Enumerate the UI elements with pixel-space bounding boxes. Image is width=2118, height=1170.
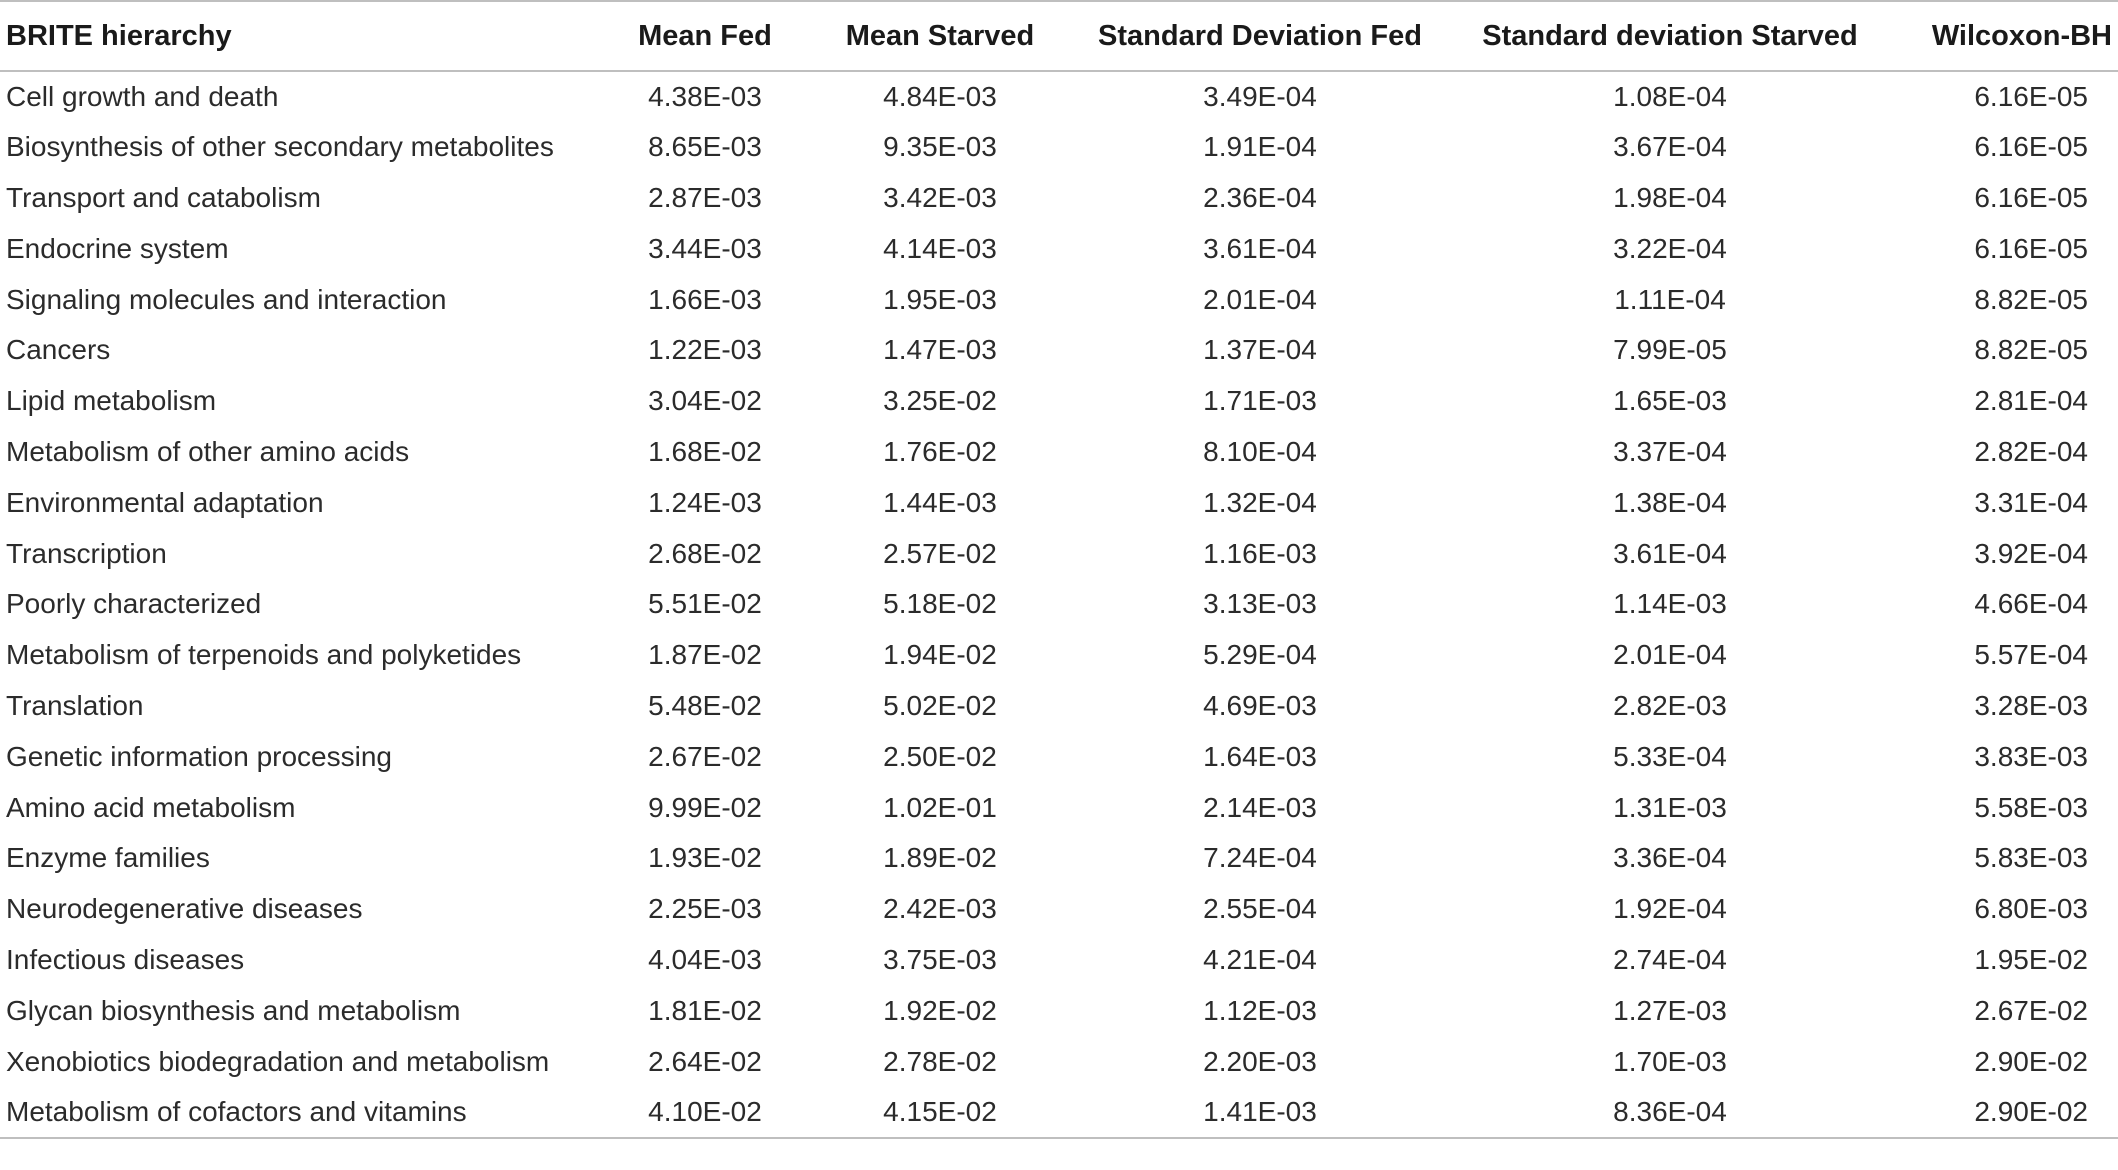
cell-sd-starved: 2.74E-04 xyxy=(1613,943,1727,975)
cell-category: Environmental adaptation xyxy=(6,486,324,518)
cell-sd-starved: 1.38E-04 xyxy=(1613,486,1727,518)
cell-sd-starved: 7.99E-05 xyxy=(1613,334,1727,366)
cell-category: Transcription xyxy=(6,537,167,569)
header-mean-fed: Mean Fed xyxy=(590,1,820,71)
cell-mean-fed: 2.68E-02 xyxy=(648,537,762,569)
cell-mean-fed: 2.67E-02 xyxy=(648,740,762,772)
cell-sd-starved: 2.82E-03 xyxy=(1613,689,1727,721)
cell-mean-starved: 5.18E-02 xyxy=(883,588,997,620)
table-row xyxy=(0,376,2118,427)
cell-category: Cancers xyxy=(6,334,111,366)
cell-mean-fed: 2.64E-02 xyxy=(648,1045,762,1077)
cell-wilcoxon-bh: 5.83E-03 xyxy=(1974,842,2088,874)
cell-mean-starved: 2.78E-02 xyxy=(883,1045,997,1077)
cell-mean-starved: 9.35E-03 xyxy=(883,131,997,163)
cell-mean-fed: 1.81E-02 xyxy=(648,994,762,1026)
cell-sd-fed: 8.10E-04 xyxy=(1203,435,1317,467)
table-header-row xyxy=(0,1,2118,71)
table-row xyxy=(0,630,2118,681)
cell-category: Translation xyxy=(6,689,144,721)
cell-mean-fed: 4.04E-03 xyxy=(648,943,762,975)
cell-mean-fed: 9.99E-02 xyxy=(648,791,762,823)
cell-category: Lipid metabolism xyxy=(6,385,217,417)
cell-wilcoxon-bh: 6.80E-03 xyxy=(1974,893,2088,925)
cell-mean-starved: 1.89E-02 xyxy=(883,842,997,874)
cell-sd-fed: 1.16E-03 xyxy=(1203,537,1317,569)
cell-sd-fed: 2.36E-04 xyxy=(1203,181,1317,213)
cell-sd-starved: 1.14E-03 xyxy=(1613,588,1727,620)
cell-sd-starved: 1.11E-04 xyxy=(1614,283,1726,315)
cell-sd-starved: 5.33E-04 xyxy=(1613,740,1727,772)
cell-wilcoxon-bh: 2.90E-02 xyxy=(1974,1045,2088,1077)
cell-mean-starved: 4.84E-03 xyxy=(883,80,997,112)
cell-sd-fed: 1.64E-03 xyxy=(1203,740,1317,772)
cell-sd-fed: 1.37E-04 xyxy=(1203,334,1317,366)
cell-mean-fed: 3.04E-02 xyxy=(648,385,762,417)
table-row xyxy=(0,427,2118,478)
table-row xyxy=(0,122,2118,173)
cell-mean-starved: 1.47E-03 xyxy=(883,334,997,366)
cell-wilcoxon-bh: 4.66E-04 xyxy=(1974,588,2088,620)
cell-mean-fed: 1.68E-02 xyxy=(648,435,762,467)
table-row xyxy=(0,477,2118,528)
cell-mean-starved: 1.02E-01 xyxy=(883,791,997,823)
cell-sd-starved: 1.70E-03 xyxy=(1613,1045,1727,1077)
cell-sd-fed: 4.21E-04 xyxy=(1203,943,1317,975)
cell-sd-starved: 1.08E-04 xyxy=(1613,80,1727,112)
cell-wilcoxon-bh: 3.92E-04 xyxy=(1974,537,2088,569)
cell-mean-fed: 1.66E-03 xyxy=(648,283,762,315)
cell-mean-fed: 1.87E-02 xyxy=(648,639,762,671)
table-row xyxy=(0,985,2118,1036)
cell-sd-fed: 1.32E-04 xyxy=(1203,486,1317,518)
cell-sd-fed: 2.55E-04 xyxy=(1203,893,1317,925)
cell-sd-fed: 2.14E-03 xyxy=(1203,791,1317,823)
cell-sd-fed: 3.61E-04 xyxy=(1203,232,1317,264)
cell-sd-fed: 5.29E-04 xyxy=(1203,639,1317,671)
cell-sd-fed: 2.20E-03 xyxy=(1203,1045,1317,1077)
cell-sd-starved: 3.61E-04 xyxy=(1613,537,1727,569)
cell-category: Cell growth and death xyxy=(6,80,279,112)
cell-sd-fed: 4.69E-03 xyxy=(1203,689,1317,721)
cell-category: Biosynthesis of other secondary metabolites xyxy=(6,131,554,163)
cell-mean-starved: 4.14E-03 xyxy=(883,232,997,264)
cell-mean-starved: 3.42E-03 xyxy=(883,181,997,213)
cell-sd-starved: 1.65E-03 xyxy=(1613,385,1727,417)
cell-wilcoxon-bh: 2.67E-02 xyxy=(1974,994,2088,1026)
cell-mean-fed: 2.25E-03 xyxy=(648,893,762,925)
cell-mean-fed: 8.65E-03 xyxy=(648,131,762,163)
cell-sd-starved: 3.22E-04 xyxy=(1613,232,1727,264)
cell-wilcoxon-bh: 5.58E-03 xyxy=(1974,791,2088,823)
cell-sd-starved: 2.01E-04 xyxy=(1613,639,1727,671)
cell-category: Metabolism of other amino acids xyxy=(6,435,410,467)
cell-wilcoxon-bh: 6.16E-05 xyxy=(1974,131,2088,163)
cell-wilcoxon-bh: 6.16E-05 xyxy=(1974,232,2088,264)
table-row xyxy=(0,1036,2118,1087)
cell-sd-starved: 3.37E-04 xyxy=(1613,435,1727,467)
table-row xyxy=(0,173,2118,224)
cell-category: Amino acid metabolism xyxy=(6,791,296,823)
table-row xyxy=(0,935,2118,986)
cell-wilcoxon-bh: 6.16E-05 xyxy=(1974,80,2088,112)
cell-wilcoxon-bh: 6.16E-05 xyxy=(1974,181,2088,213)
cell-wilcoxon-bh: 3.28E-03 xyxy=(1974,689,2088,721)
cell-mean-fed: 3.44E-03 xyxy=(648,232,762,264)
cell-wilcoxon-bh: 8.82E-05 xyxy=(1974,334,2088,366)
table-row xyxy=(0,1087,2118,1138)
cell-category: Signaling molecules and interaction xyxy=(6,283,447,315)
cell-mean-starved: 1.44E-03 xyxy=(883,486,997,518)
cell-wilcoxon-bh: 2.81E-04 xyxy=(1974,385,2088,417)
table-row xyxy=(0,274,2118,325)
table-row xyxy=(0,833,2118,884)
header-sd-starved: Standard deviation Starved xyxy=(1460,1,1880,71)
cell-sd-fed: 1.12E-03 xyxy=(1203,994,1317,1026)
cell-category: Poorly characterized xyxy=(6,588,262,620)
cell-mean-starved: 1.76E-02 xyxy=(883,435,997,467)
cell-wilcoxon-bh: 3.83E-03 xyxy=(1974,740,2088,772)
cell-wilcoxon-bh: 8.82E-05 xyxy=(1974,283,2088,315)
cell-sd-starved: 1.98E-04 xyxy=(1613,181,1727,213)
cell-mean-starved: 5.02E-02 xyxy=(883,689,997,721)
cell-mean-fed: 1.24E-03 xyxy=(648,486,762,518)
cell-category: Enzyme families xyxy=(6,842,210,874)
table-row xyxy=(0,325,2118,376)
cell-category: Glycan biosynthesis and metabolism xyxy=(6,994,461,1026)
cell-wilcoxon-bh: 1.95E-02 xyxy=(1974,943,2088,975)
table-row xyxy=(0,681,2118,732)
cell-category: Genetic information processing xyxy=(6,740,392,772)
cell-sd-starved: 8.36E-04 xyxy=(1460,1087,1880,1138)
table-row xyxy=(0,884,2118,935)
cell-category: Endocrine system xyxy=(6,232,229,264)
cell-category: Infectious diseases xyxy=(6,943,245,975)
cell-sd-fed: 1.71E-03 xyxy=(1203,385,1317,417)
table-row xyxy=(0,71,2118,122)
table-row xyxy=(0,579,2118,630)
cell-sd-starved: 1.92E-04 xyxy=(1613,893,1727,925)
cell-sd-fed: 2.01E-04 xyxy=(1203,283,1317,315)
header-wilcoxon-bh: Wilcoxon-BH xyxy=(1880,1,2118,71)
header-mean-starved: Mean Starved xyxy=(820,1,1060,71)
cell-sd-fed: 7.24E-04 xyxy=(1203,842,1317,874)
cell-wilcoxon-bh: 3.31E-04 xyxy=(1974,486,2088,518)
cell-sd-fed: 1.91E-04 xyxy=(1203,131,1317,163)
cell-sd-starved: 1.31E-03 xyxy=(1613,791,1727,823)
cell-category: Transport and catabolism xyxy=(6,181,321,213)
cell-mean-starved: 4.15E-02 xyxy=(820,1087,1060,1138)
cell-category: Metabolism of terpenoids and polyketides xyxy=(6,639,522,671)
cell-sd-starved: 1.27E-03 xyxy=(1613,994,1727,1026)
cell-category: Neurodegenerative diseases xyxy=(6,893,363,925)
cell-mean-fed: 4.38E-03 xyxy=(648,80,762,112)
cell-mean-starved: 1.92E-02 xyxy=(883,994,997,1026)
cell-mean-fed: 4.10E-02 xyxy=(590,1087,820,1138)
cell-sd-starved: 3.36E-04 xyxy=(1613,842,1727,874)
cell-sd-fed: 3.49E-04 xyxy=(1203,80,1317,112)
table-row xyxy=(0,528,2118,579)
cell-wilcoxon-bh: 2.90E-02 xyxy=(1880,1087,2118,1138)
cell-wilcoxon-bh: 5.57E-04 xyxy=(1974,639,2088,671)
header-sd-fed: Standard Deviation Fed xyxy=(1060,1,1460,71)
cell-sd-fed: 1.41E-03 xyxy=(1060,1087,1460,1138)
cell-mean-fed: 1.22E-03 xyxy=(648,334,762,366)
cell-mean-starved: 3.75E-03 xyxy=(883,943,997,975)
cell-category: Metabolism of cofactors and vitamins xyxy=(0,1087,590,1138)
table-row xyxy=(0,782,2118,833)
cell-mean-starved: 2.50E-02 xyxy=(883,740,997,772)
cell-mean-starved: 1.95E-03 xyxy=(883,283,997,315)
cell-mean-fed: 5.51E-02 xyxy=(648,588,762,620)
cell-mean-fed: 5.48E-02 xyxy=(648,689,762,721)
cell-mean-starved: 1.94E-02 xyxy=(883,639,997,671)
table-row xyxy=(0,223,2118,274)
cell-wilcoxon-bh: 2.82E-04 xyxy=(1974,435,2088,467)
cell-category: Xenobiotics biodegradation and metabolism xyxy=(6,1045,550,1077)
cell-sd-fed: 3.13E-03 xyxy=(1203,588,1317,620)
header-brite-hierarchy: BRITE hierarchy xyxy=(0,1,590,71)
cell-mean-fed: 2.87E-03 xyxy=(648,181,762,213)
cell-sd-starved: 3.67E-04 xyxy=(1613,131,1727,163)
cell-mean-fed: 1.93E-02 xyxy=(648,842,762,874)
cell-mean-starved: 3.25E-02 xyxy=(883,385,997,417)
cell-mean-starved: 2.42E-03 xyxy=(883,893,997,925)
cell-mean-starved: 2.57E-02 xyxy=(883,537,997,569)
table-body xyxy=(0,71,2118,1138)
table-row xyxy=(0,731,2118,782)
